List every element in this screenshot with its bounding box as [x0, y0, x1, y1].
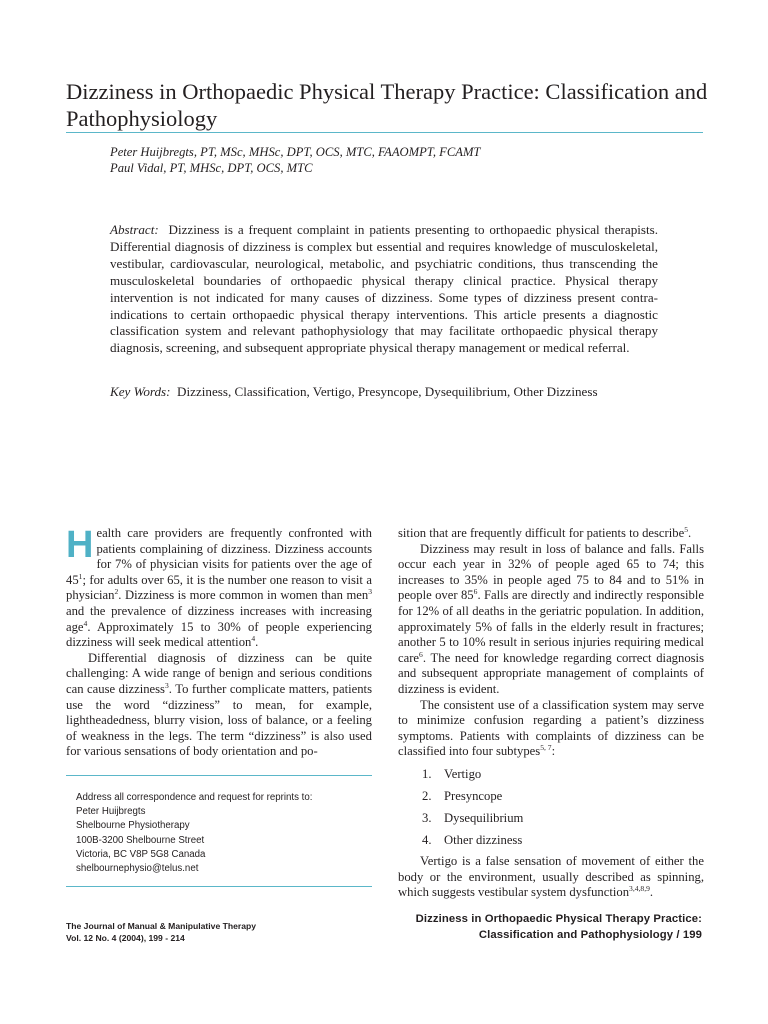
citation: 1: [78, 571, 83, 581]
body-column-left: [66, 526, 372, 760]
list-item: 1. Vertigo: [422, 766, 482, 781]
article-title: Dizziness in Orthopaedic Physical Therapy Practice: Classification and Pathophysiology: [66, 79, 708, 131]
subtype-list: [398, 766, 704, 848]
body-column-right: [398, 526, 704, 901]
body-paragraph: sition that are frequently difficult for patients to describe$^5$.: [398, 524, 692, 540]
title-divider: [66, 132, 703, 133]
email-address: shelbournephysio@telus.net: [76, 863, 199, 875]
citation: 6: [419, 649, 423, 659]
drop-cap: H: [66, 524, 94, 566]
citation: 4: [251, 633, 256, 643]
author-2: Paul Vidal, PT, MHSc, DPT, OCS, MTC: [110, 160, 313, 175]
body-paragraph: The consistent use of a classification system may serve to minimize confusion regarding a patient’s dizziness symptoms. Patients with complaints of dizziness can be classified into four subtypes$^{5, 7}$:: [398, 697, 704, 759]
address-divider-top: [66, 775, 372, 776]
abstract-label: Abstract:: [110, 222, 159, 237]
citation: 5: [684, 524, 688, 534]
body-paragraph: Dizziness may result in loss of balance and falls. Falls occur each year in 32% of people aged 65 to 74; this increases to 35% in people aged 75 to 84 and to 51% in people over $85^6$. Falls are directly and indirectly responsible for 12% of all deaths in the geriatric population. In addition, approximately 5% of falls in the elderly result in fractures; another 5 to 10% result in serious injuries requiring medical care$^6$. The need for knowledge regarding correct diagnosis and subsequent appropriate management of complaints of dizziness is evident.: [398, 541, 704, 696]
journal-name: The Journal of Manual & Manipulative Therapy: [66, 921, 257, 931]
list-item: 2. Presyncope: [422, 788, 503, 803]
author-list: [110, 145, 480, 176]
citation: 2: [114, 587, 119, 597]
keywords-text: Dizziness, Classification, Vertigo, Presyncope, Dysequilibrium, Other Dizziness: [177, 384, 598, 399]
body-paragraph: Health care providers are frequently confronted with patients complaining of dizziness. Dizziness accounts for 7% of physician visits for patients over the age of $45^1$; for adults over 65, it is the number one reason to visit a physician$^2$. Dizziness is more common in women than men$^3$ and the prevalence of dizziness increases with increasing age$^4$. Approximately 15 to 30% of people experiencing dizziness will seek medical attention$^4$.: [66, 524, 372, 650]
abstract: [110, 222, 658, 357]
page-number-line: Classification and Pathophysiology / 199: [478, 928, 702, 941]
journal-footer: [66, 920, 326, 944]
citation: 3: [368, 587, 372, 597]
citation: 6: [473, 587, 478, 597]
citation: 5, 7: [540, 743, 552, 753]
list-item: 4. Other dizziness: [422, 832, 523, 847]
keywords: [110, 384, 670, 400]
keywords-label: Key Words:: [110, 384, 171, 399]
running-title-footer: Dizziness in Orthopaedic Physical Therapy Practice: Classification and Pathophysiology / 199: [360, 912, 702, 943]
citation: 4: [83, 618, 88, 628]
list-item: 3. Dysequilibrium: [422, 810, 524, 825]
author-1: Peter Huijbregts, PT, MSc, MHSc, DPT, OCS, MTC, FAAOMPT, FCAMT: [110, 145, 481, 159]
journal-volume: Vol. 12 No. 4 (2004), 199 - 214: [66, 933, 185, 943]
citation: 3,4,8,9: [629, 883, 650, 893]
citation: 3: [164, 680, 169, 690]
correspondence-address: Address all correspondence and request for reprints to: Peter Huijbregts Shelbourne Physiotherapy 100B-3200 Shelbourne Street Victoria, BC V8P 5G8 Canada shelbournephysio@telus.net: [76, 791, 366, 876]
body-paragraph: Vertigo is a false sensation of movement of either the body or the environment, usually described as spinning, which suggests vestibular system dysfunction$^{3,4,8,9}$.: [398, 853, 704, 900]
body-paragraph: Differential diagnosis of dizziness can be quite challenging: A wide range of benign and serious conditions can cause dizziness$^3$. To further complicate matters, patients use the word “dizziness” to mean, for example, lightheadedness, blurry vision, loss of balance, or a feeling of weakness in the legs. The term “dizziness” is also used for various sensations of body orientation and po-: [66, 650, 372, 759]
abstract-text: Dizziness is a frequent complaint in patients presenting to orthopaedic physical therapists. Differential diagnosis of dizziness is complex but essential and requires knowledge of musculoskeletal, vestibular, cardiovascular, neurological, metabolic, and psychiatric conditions, thus transcending the musculoskeletal boundaries of orthopaedic physical therapy clinical practice. Physical therapy intervention is not indicated for many causes of dizziness. Some types of dizziness present contra-indications to certain orthopaedic physical therapy interventions. This article presents a diagnostic classification system and relevant pathophysiology that may facilitate orthopaedic physical therapy diagnosis, screening, and subsequent appropriate physical therapy management or medical referral.: [110, 222, 659, 356]
address-divider-bottom: [66, 886, 372, 887]
